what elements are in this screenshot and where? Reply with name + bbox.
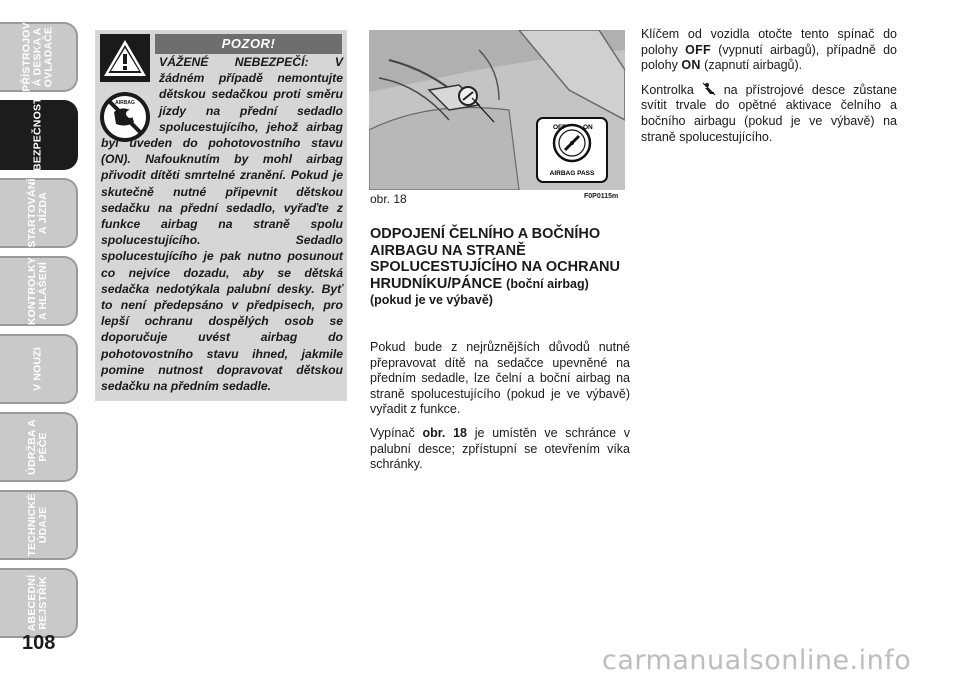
tab-label: ABECEDNÍ REJSTŘÍK (26, 574, 49, 632)
r2-text-b: na přístrojové desce zůstane svítit trvale do opětné aktivace čelního a bočního airbagu (pokud je ve výbavě) na straně spolucestujícího. (641, 82, 897, 144)
figure-caption: obr. 18 (370, 192, 407, 206)
r1-text-c: (zapnutí airbagů). (704, 58, 803, 73)
p2-text-b: je umístěn ve schránce v palubní desce; zpřístupní se otevřením víka schránky. (370, 425, 631, 472)
tab-label: TECHNICKÉ ÚDAJE (26, 493, 49, 557)
page-number: 108 (22, 632, 56, 654)
figure-code: F0P0115m (584, 193, 619, 200)
airbag-badge-text: AIRBAG (115, 100, 135, 106)
tab-label: PŘÍSTROJOV Á DESKA A OVLADAČE (20, 22, 55, 92)
tab-kontrolky[interactable] (0, 256, 78, 326)
warning-title: POZOR! (155, 34, 342, 54)
right-paragraph-2 (641, 82, 897, 145)
tab-abecedni-rejstrik[interactable] (0, 568, 78, 638)
tab-label: ÚDRŽBA A PÉČE (26, 419, 49, 475)
section-heading-main: ODPOJENÍ ČELNÍHO A BOČNÍHO AIRBAGU NA STRANĚ SPOLUCESTUJÍCÍHO NA OCHRANU HRUDNÍKU/PÁNCE (370, 226, 621, 292)
tab-label: V NOUZI (31, 347, 44, 391)
r2-text-a: Kontrolka (641, 82, 694, 97)
tab-udrzba[interactable] (0, 412, 78, 482)
warning-text (101, 54, 343, 394)
switch-off-label: OFF (553, 124, 566, 131)
right-paragraph-1 (641, 27, 897, 74)
switch-on-label: ON (583, 124, 593, 131)
switch-name-label: AIRBAG PASS (549, 170, 595, 177)
watermark: carmanualsonline.info (602, 645, 912, 676)
section-heading-suffix: (boční airbag) (pokud je ve výbavě) (370, 276, 589, 307)
p2-text-a: Vypínač (370, 425, 415, 440)
tab-label: STARTOVÁNÍ A JÍZDA (26, 178, 49, 248)
warning-body: VÁŽENÉ NEBEZPEČÍ: V žádném případě nemontujte dětskou sedačkou proti směru jízdy na přední sedadlo spolucestujícího, jehož airbag byl uveden do pohotovostního stavu (ON). Nafouknutím by mohl airbag přivodit dítěti smrtelné zranění. Pokud je skutečně nutné připevnit dětskou sedačku na přední sedadlo, vyřaďte z funkce airbag na straně spolu spolucestujícího. Sedadlo spolucestujícího je pak nutno posunout co nejvíce dozadu, aby se dětská sedačka nedotýkala palubní desky. Byť to není předepsáno v předpisech, pro lepší ochranu dospělých osob se doporučuje uvést airbag do pohotovostního stavu ihned, jakmile pomine nutnost dopravovat dětskou sedačku na předním sedadle. (101, 55, 343, 394)
r1-text-a: Klíčem od vozidla otočte tento spínač do polohy (641, 27, 897, 57)
glovebox-illustration (369, 30, 625, 190)
figure-airbag-switch (369, 30, 625, 190)
on-position-label: ON (681, 58, 701, 73)
section-body (370, 340, 630, 481)
right-column (641, 27, 897, 153)
off-position-label: OFF (685, 42, 711, 57)
r1-text-b: (vypnutí airbagů), případně do polohy (641, 42, 898, 73)
tab-startovani[interactable] (0, 178, 78, 248)
section-paragraph-1: Pokud bude z nejrůznějších důvodů nutné přepravovat dítě na sedačce upevněné na předním sedadle, lze čelní a boční airbag na straně spolucestujícího (pokud je ve výbavě) vyřadit z funkce. (370, 340, 630, 417)
airbag-warning-light-icon (702, 82, 716, 96)
tab-bezpecnost[interactable] (0, 97, 78, 171)
tab-technicke-udaje[interactable] (0, 490, 78, 560)
figure-reference-link[interactable]: obr. 18 (422, 425, 467, 440)
section-paragraph-2 (370, 426, 630, 473)
tab-label: KONTROLKY A HLÁŠENÍ (26, 256, 49, 326)
section-heading (370, 226, 632, 309)
tab-label: BEZPEČNOST (31, 97, 44, 171)
tab-v-nouzi[interactable] (0, 334, 78, 404)
tab-pristrojova-deska[interactable] (0, 22, 78, 92)
